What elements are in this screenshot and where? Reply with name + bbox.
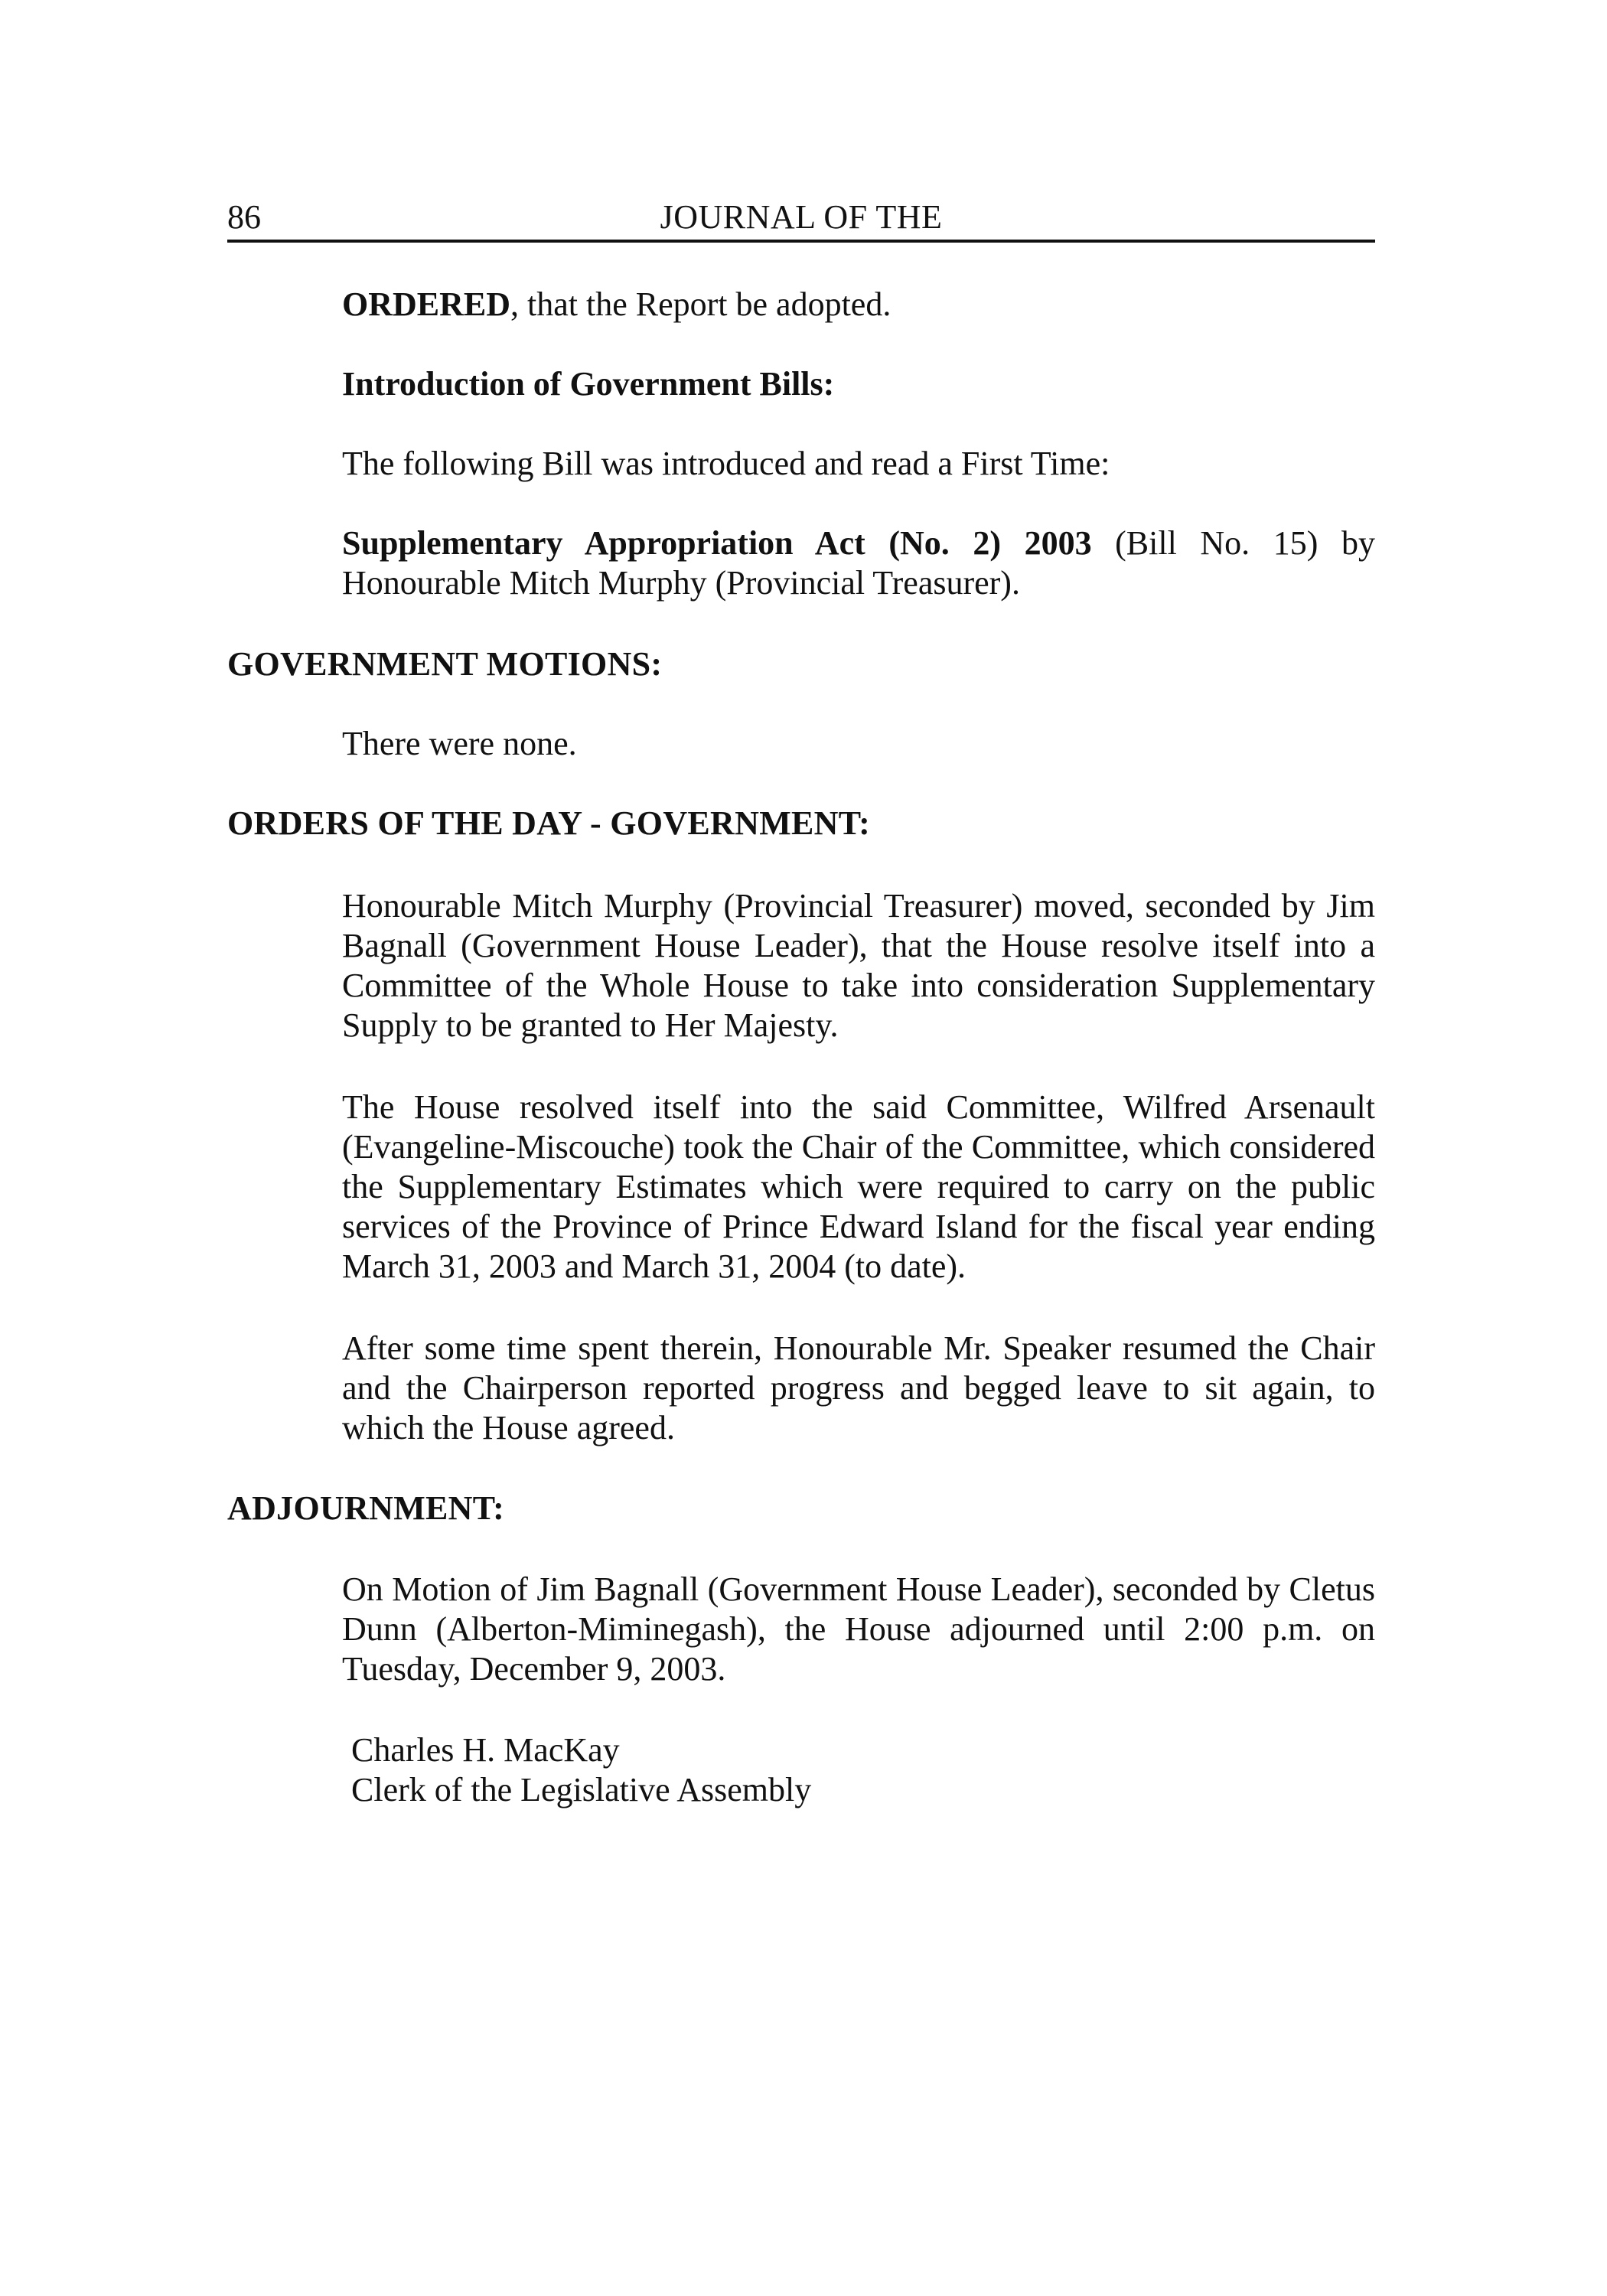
signature-block: [351, 1730, 1040, 1810]
journal-title: JOURNAL OF THE: [660, 198, 943, 236]
government-motions-text: There were none.: [342, 725, 577, 762]
page-number: 86: [227, 198, 261, 236]
running-header: [227, 195, 1375, 243]
ordered-text: , that the Report be adopted.: [510, 285, 892, 323]
orders-of-day-heading: ORDERS OF THE DAY - GOVERNMENT:: [227, 804, 871, 842]
intro-bills-heading: Introduction of Government Bills:: [342, 365, 835, 403]
intro-bills-text: The following Bill was introduced and read a First Time:: [342, 445, 1110, 482]
orders-paragraph-1: Honourable Mitch Murphy (Provincial Treasurer) moved, seconded by Jim Bagnall (Government House Leader), that the House resolve itself into a Committee of the Whole House to take into consideration Supplementary Supply to be granted to Her Majesty.: [342, 887, 1375, 1044]
clerk-title: Clerk of the Legislative Assembly: [351, 1771, 812, 1808]
bill-title: Supplementary Appropriation Act (No. 2) 2003: [342, 524, 1092, 562]
adjournment-heading: ADJOURNMENT:: [227, 1489, 505, 1527]
orders-paragraph-2: The House resolved itself into the said Committee, Wilfred Arsenault (Evangeline-Miscouche) took the Chair of the Committee, which considered the Supplementary Estimates which were required to carry on the public services of the Province of Prince Edward Island for the fiscal year ending March 31, 2003 and March 31, 2004 (to date).: [342, 1088, 1375, 1285]
bill-entry: [342, 523, 1375, 603]
ordered-keyword: ORDERED: [342, 285, 511, 323]
bill-details: (Bill No. 15) by Honourable Mitch Murphy (Provincial Treasurer).: [342, 524, 1375, 602]
ordered-statement: [342, 285, 1375, 325]
adjournment-text: On Motion of Jim Bagnall (Government House Leader), seconded by Cletus Dunn (Alberton-Miminegash), the House adjourned until 2:00 p.m. on Tuesday, December 9, 2003.: [342, 1570, 1375, 1688]
clerk-name: Charles H. MacKay: [351, 1731, 620, 1769]
orders-paragraph-3: After some time spent therein, Honourable Mr. Speaker resumed the Chair and the Chairperson reported progress and begged leave to sit again, to which the House agreed.: [342, 1329, 1375, 1446]
government-motions-heading: GOVERNMENT MOTIONS:: [227, 645, 663, 683]
